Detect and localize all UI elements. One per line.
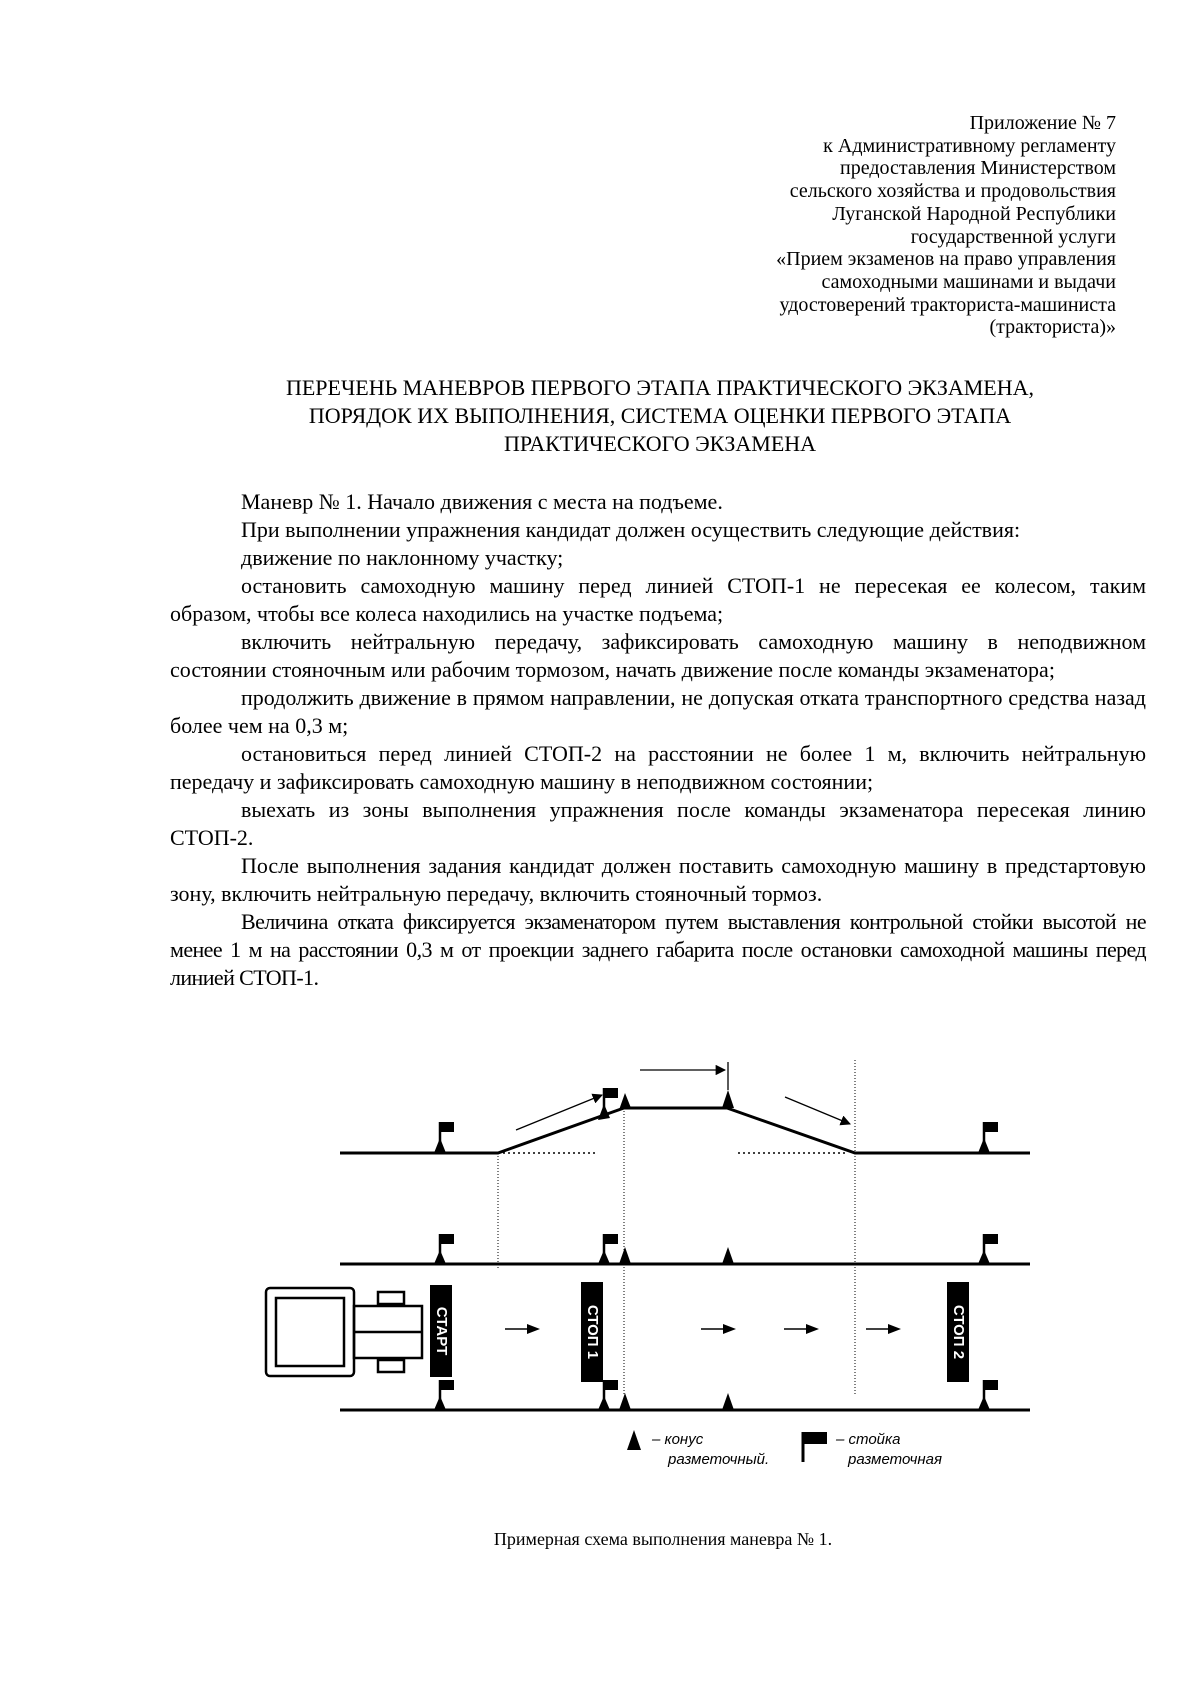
flag-post-icon (598, 1088, 618, 1120)
arrow-right-icon (505, 1324, 540, 1334)
tractor-icon (266, 1288, 422, 1376)
flag-post-icon (803, 1432, 827, 1462)
paragraph: Маневр № 1. Начало движения с места на подъеме. (241, 489, 723, 514)
header-line: самоходными машинами и выдачи (821, 270, 1116, 293)
start-label: СТАРТ (433, 1306, 451, 1356)
paragraph: При выполнении упражнения кандидат должен осуществить следующие действия: (241, 517, 1021, 542)
cone-icon (722, 1393, 734, 1410)
cone-icon (619, 1393, 631, 1410)
flag-post-icon (434, 1122, 454, 1153)
title-line: ПРАКТИЧЕСКОГО ЭКЗАМЕНА (503, 431, 817, 456)
header-line: удостоверений тракториста-машиниста (779, 293, 1116, 316)
cone-icon (722, 1090, 734, 1108)
maneuver-scheme (250, 1050, 1050, 1470)
header-line: Луганской Народной Республики (832, 202, 1116, 225)
figure-caption: Примерная схема выполнения маневра № 1. (493, 1529, 833, 1549)
flag-post-icon (978, 1122, 998, 1153)
cone-icon (619, 1247, 631, 1264)
stop2-label: СТОП 2 (950, 1304, 968, 1360)
cone-icon (627, 1430, 641, 1450)
body-text (170, 488, 1146, 992)
legend-cone-label-line2: разметочный. (668, 1451, 770, 1468)
paragraph: остановиться перед линией СТОП-2 на расстоянии не более 1 м, включить нейтральную передачу и зафиксировать самоходную машину в неподвижном состоянии; (170, 741, 1146, 794)
profile-view (340, 1062, 1030, 1153)
header-line: к Административному регламенту (823, 134, 1116, 157)
title-line: ПЕРЕЧЕНЬ МАНЕВРОВ ПЕРВОГО ЭТАПА ПРАКТИЧЕСКОГО ЭКЗАМЕНА, (285, 375, 1035, 400)
descent-direction-arrow (785, 1097, 850, 1124)
flag-post-icon (598, 1234, 618, 1264)
legend-post-label-line1: – стойка (836, 1431, 901, 1448)
arrow-right-icon (701, 1324, 736, 1334)
paragraph: включить нейтральную передачу, зафиксировать самоходную машину в неподвижном состоянии стояночным или рабочим тормозом, начать движение после команды экзаменатора; (170, 629, 1146, 682)
cone-icon (722, 1247, 734, 1264)
title-line: ПОРЯДОК ИХ ВЫПОЛНЕНИЯ, СИСТЕМА ОЦЕНКИ ПЕРВОГО ЭТАПА (308, 403, 1012, 428)
flag-post-icon (434, 1380, 454, 1410)
paragraph: движение по наклонному участку; (241, 545, 564, 570)
header-line: предоставления Министерством (840, 157, 1116, 180)
header-line: «Прием экзаменов на право управления (776, 248, 1116, 271)
paragraph: остановить самоходную машину перед линией СТОП-1 не пересекая ее колесом, таким образом, чтобы все колеса находились на участке подъема; (170, 573, 1146, 626)
ramp-direction-arrow (516, 1095, 602, 1130)
appendix-header (596, 112, 1116, 339)
legend-post-label-line2: разметочная (848, 1451, 942, 1468)
legend (627, 1430, 942, 1468)
legend-cone-label-line1: – конус (652, 1431, 704, 1448)
arrow-right-icon (784, 1324, 819, 1334)
cone-icon (619, 1093, 631, 1110)
flag-post-icon (598, 1380, 618, 1410)
plan-view (266, 1234, 1030, 1410)
paragraph: выехать из зоны выполнения упражнения после команды экзаменатора пересекая линию СТОП-2. (170, 797, 1146, 850)
document-title (170, 374, 1150, 458)
paragraph: После выполнения задания кандидат должен поставить самоходную машину в предстартовую зону, включить нейтральную передачу, включить стояночный тормоз. (170, 853, 1146, 906)
flag-post-icon (434, 1234, 454, 1264)
header-line: сельского хозяйства и продовольствия (789, 180, 1116, 203)
paragraph: Величина отката фиксируется экзаменатором путем выставления контрольной стойки высотой не менее 1 м на расстоянии 0,3 м от проекции заднего габарита после остановки самоходной машины перед линией СТОП-1. (170, 909, 1146, 990)
header-line: государственной услуги (910, 225, 1116, 248)
flag-post-icon (978, 1380, 998, 1410)
stop1-label: СТОП 1 (584, 1304, 602, 1360)
arrow-right-icon (866, 1324, 901, 1334)
header-line: (тракториста)» (989, 316, 1116, 339)
flag-post-icon (978, 1234, 998, 1264)
paragraph: продолжить движение в прямом направлении, не допуская отката транспортного средства назад более чем на 0,3 м; (170, 685, 1146, 738)
header-line: Приложение № 7 (969, 112, 1116, 134)
